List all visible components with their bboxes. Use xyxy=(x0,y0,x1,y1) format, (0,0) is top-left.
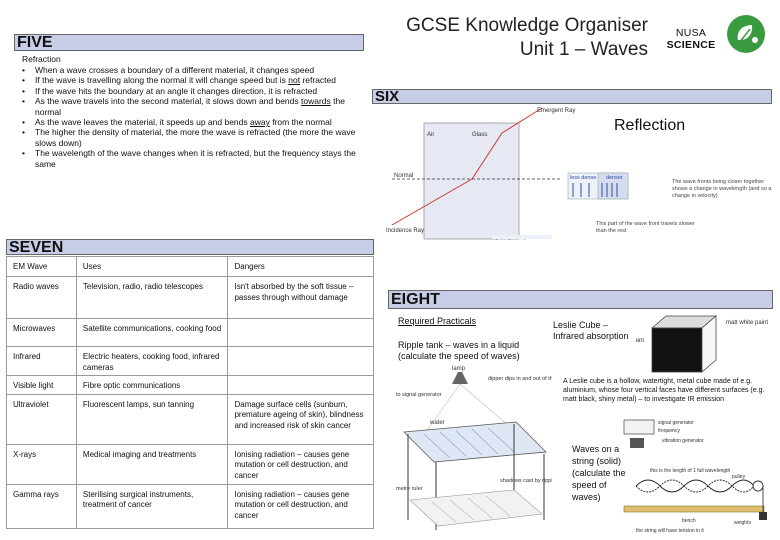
pulley-label: pulley xyxy=(732,474,746,480)
ripple-tank-diagram xyxy=(396,362,552,534)
table-row xyxy=(7,376,374,395)
dangers-cell: Ionising radiation – causes gene mutation or cell destruction, and cancer xyxy=(228,484,374,528)
leslie-cube-diagram xyxy=(636,312,774,376)
reflection-label: Reflection xyxy=(614,117,686,134)
wave-cell: Gamma rays xyxy=(7,484,77,528)
less-dense-label-lower xyxy=(496,239,522,240)
title-line-1: GCSE Knowledge Organiser xyxy=(406,15,648,36)
wave-cell: Radio waves xyxy=(7,277,77,319)
lamp-label: lamp xyxy=(452,366,466,372)
column-header: Dangers xyxy=(228,257,374,277)
page-title xyxy=(392,14,648,62)
uses-cell: Sterilising surgical instruments, treatment of cancer xyxy=(76,484,228,528)
bench xyxy=(624,506,764,512)
signal-gen-label: to signal generator xyxy=(396,392,442,398)
waves-on-string-text: Waves on a string (solid) (calculate the speed of waves) xyxy=(572,444,626,502)
section-five-heading: FIVE xyxy=(14,34,364,51)
dangers-cell: Damage surface cells (sunburn, premature ageing of skin), blindness and increased risk of skin cancer xyxy=(228,394,374,444)
denser-label-lower xyxy=(522,239,539,240)
practicals-title: Required Practicals xyxy=(398,316,477,326)
refraction-diagram xyxy=(372,103,776,240)
water-label: water xyxy=(430,420,445,426)
water-tank xyxy=(404,422,546,462)
refraction-bullets xyxy=(22,65,362,169)
incidence-ray-label: Incidence Ray xyxy=(386,228,425,234)
wave-cell: Microwaves xyxy=(7,319,77,347)
org-line-2: SCIENCE xyxy=(666,39,716,51)
uses-cell: Television, radio, radio telescopes xyxy=(76,277,228,319)
emergent-ray xyxy=(502,108,542,133)
emergent-ray-label: Emergent Ray xyxy=(537,108,576,114)
note-slower: This part of the wave front travels slower than the rest xyxy=(596,221,695,234)
uses-cell: Medical imaging and treatments xyxy=(76,444,228,484)
table-row xyxy=(7,277,374,319)
uses-cell: Satellite communications, cooking food xyxy=(76,319,228,347)
air-label: Air xyxy=(427,132,435,138)
section-six-heading: SIX xyxy=(372,89,772,104)
glass-label: Glass xyxy=(472,132,488,138)
bullet-item: • If the wave hits the boundary at an angle it changes direction, it is refracted xyxy=(22,86,362,96)
table-row xyxy=(7,319,374,347)
section-eight-heading: EIGHT xyxy=(388,290,773,309)
dangers-cell: Ionising radiation – causes gene mutation or cell destruction, and cancer xyxy=(228,444,374,484)
less-dense-label: less dense xyxy=(570,175,597,181)
vibration-generator xyxy=(630,438,644,448)
school-logo xyxy=(722,12,770,56)
dangers-cell: Isn't absorbed by the soft tissue – passes through without damage xyxy=(228,277,374,319)
bench-label: bench xyxy=(682,518,696,524)
glass-block xyxy=(424,123,519,239)
uses-cell: Electric heaters, cooking food, infrared cameras xyxy=(76,347,228,376)
table-row xyxy=(7,484,374,528)
org-name xyxy=(662,27,720,51)
org-line-1: NUSA xyxy=(675,27,707,39)
table-row xyxy=(7,394,374,444)
title-line-2: Unit 1 – Waves xyxy=(519,39,648,60)
frequency-label: frequency xyxy=(658,428,680,434)
shadow-sheet xyxy=(410,490,542,526)
table-header-row xyxy=(7,257,374,277)
tension-label: the string will have tension in it xyxy=(636,528,704,534)
normal-label: Normal xyxy=(394,173,414,179)
bullet-item: • The higher the density of material, the more the wave is refracted (the more the wave slows down) xyxy=(22,127,362,148)
bullet-item: • The wavelength of the wave changes when it is refracted, but the frequency stays the same xyxy=(22,148,362,169)
ruler-label: metre ruler xyxy=(396,486,423,492)
denser-label: denser xyxy=(606,175,623,181)
wave-cell: X-rays xyxy=(7,444,77,484)
signal-generator-label: signal generator xyxy=(658,420,694,426)
leslie-cube-text: Leslie Cube – Infrared absorption xyxy=(553,320,629,341)
wave-cell: Infrared xyxy=(7,347,77,376)
bullet-item: • As the wave travels into the second material, it slows down and bends towards the normal xyxy=(22,96,362,117)
uses-cell: Fibre optic communications xyxy=(76,376,228,395)
dangers-cell xyxy=(228,319,374,347)
section-seven-heading: SEVEN xyxy=(6,239,374,255)
bullet-item: • When a wave crosses a boundary of a different material, it changes speed xyxy=(22,65,362,75)
wavelength-label: this is the length of 1 full wavelength xyxy=(650,468,731,474)
leslie-cube-description: A Leslie cube is a hollow, watertight, metal cube made of e.g. aluminium, whose four vertical faces have different surfaces (e.g. matt black, shiny metal) – to investigate IR emission xyxy=(563,378,765,403)
lamp-icon xyxy=(452,372,468,384)
column-header: Uses xyxy=(76,257,228,277)
table-row xyxy=(7,347,374,376)
uses-cell: Fluorescent lamps, sun tanning xyxy=(76,394,228,444)
bullet-item: • If the wave is travelling along the normal it will change speed but is not refracted xyxy=(22,75,362,85)
table-row xyxy=(7,444,374,484)
dangers-cell xyxy=(228,376,374,395)
matt-black-label: int xyxy=(637,338,645,344)
note-wavelength: The wave fronts being closer together shows a change in wavelength (and so a change in velocity) xyxy=(672,179,772,199)
matt-white-label: matt white paint xyxy=(726,320,769,326)
dangers-cell xyxy=(228,347,374,376)
string-waves-diagram xyxy=(622,412,772,534)
shadows-label: shadows cast by rippl xyxy=(500,478,552,484)
weights-label: weights xyxy=(734,520,751,526)
dipper-label: dipper dips in and out of th xyxy=(488,376,552,382)
weights xyxy=(759,512,767,520)
signal-generator-box xyxy=(624,420,654,434)
wave-cell: Visible light xyxy=(7,376,77,395)
refraction-title: Refraction xyxy=(22,54,61,64)
ripple-tank-text: Ripple tank – waves in a liquid (calculate the speed of waves) xyxy=(398,340,520,361)
vibration-label: vibration generator xyxy=(662,438,704,444)
column-header: EM Wave xyxy=(7,257,77,277)
em-waves-table xyxy=(6,256,374,536)
cube-black-face xyxy=(652,328,702,372)
pulley xyxy=(753,481,763,491)
bullet-item: • As the wave leaves the material, it speeds up and bends away from the normal xyxy=(22,117,362,127)
wave-cell: Ultraviolet xyxy=(7,394,77,444)
